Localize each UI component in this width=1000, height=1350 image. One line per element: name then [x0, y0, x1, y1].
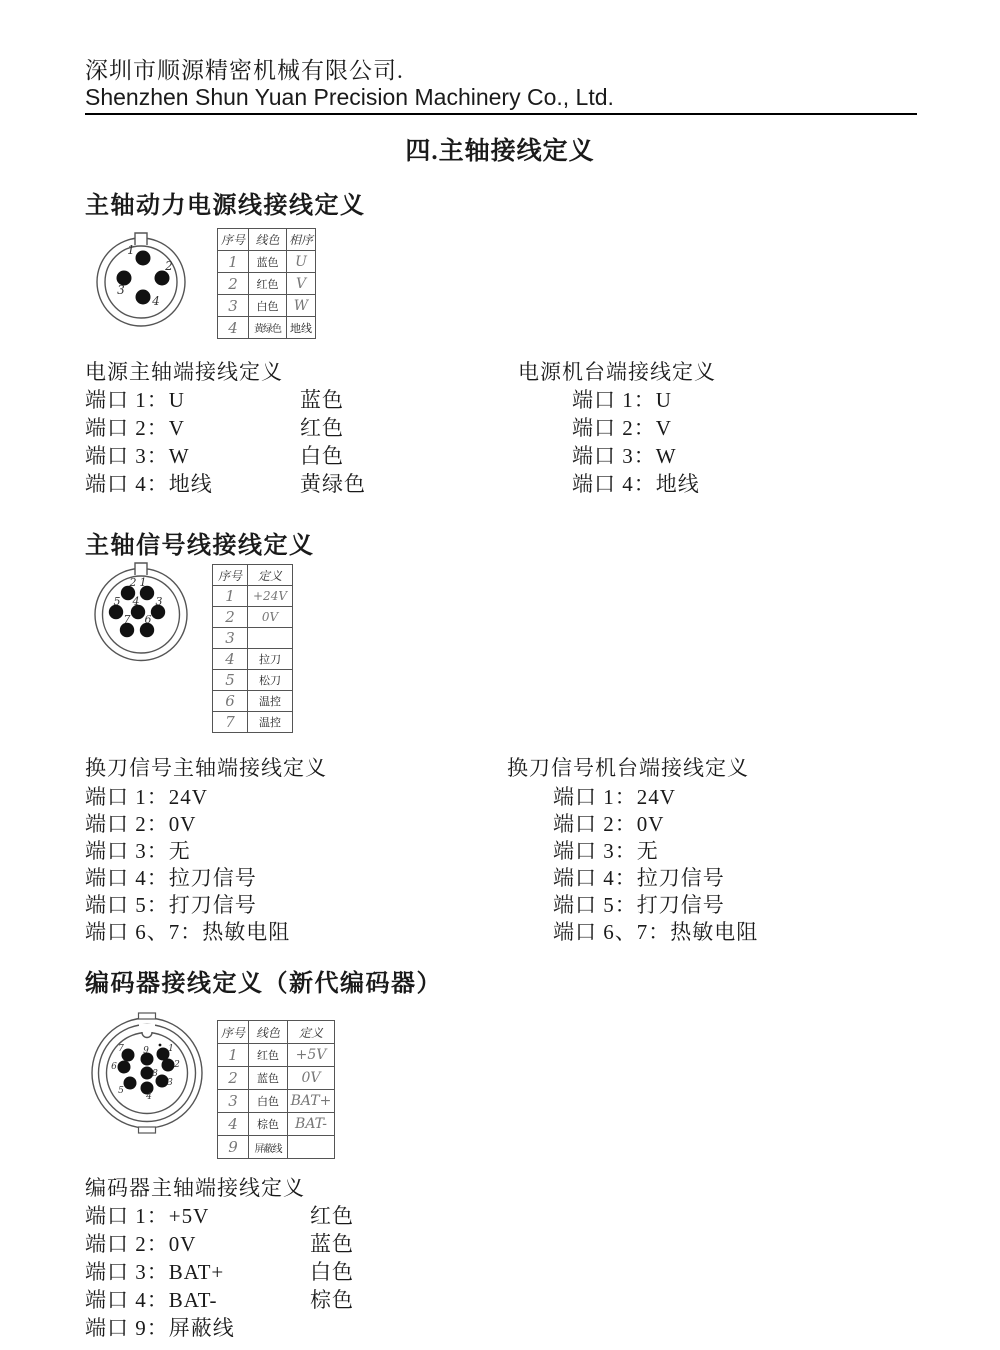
port-line: 端口 5：打刀信号 [553, 893, 725, 917]
encoder-wire-table [217, 1020, 335, 1159]
wire-color: 红色 [300, 416, 344, 440]
port-label: 端口 2：V [85, 416, 185, 440]
table-header-cell: 序号 [213, 565, 248, 586]
pin-label: 1 [168, 1044, 174, 1054]
table-cell: 0V [248, 607, 293, 628]
port-line: 端口 4：拉刀信号 [85, 866, 257, 890]
table-header-cell: 线色 [249, 229, 287, 251]
table-cell: 蓝色 [249, 251, 287, 273]
port-label: 端口 3：W [85, 444, 190, 468]
pin-label: 4 [132, 595, 140, 608]
encoder-section-heading: 编码器接线定义（新代编码器） [85, 971, 442, 997]
pin-label: 1 [127, 243, 135, 257]
pin-label: 2 [174, 1060, 180, 1070]
table-row [218, 1067, 335, 1090]
table-cell: 3 [213, 628, 248, 649]
power-section-heading: 主轴动力电源线接线定义 [85, 193, 366, 219]
power-left-heading: 电源主轴端接线定义 [85, 360, 283, 384]
table-row [218, 251, 316, 273]
signal-connector-diagram [90, 560, 192, 666]
header-rule [85, 113, 917, 115]
pin-label: 5 [113, 595, 121, 608]
port-label: 端口 4：BAT- [85, 1288, 218, 1312]
signal-wire-table [212, 564, 293, 733]
table-cell: 7 [213, 712, 248, 733]
port-line: 端口 1：U [572, 388, 672, 412]
table-row [218, 317, 316, 339]
port-line [85, 1312, 235, 1342]
table-cell: +5V [288, 1044, 335, 1067]
table-cell: V [287, 273, 316, 295]
port-line [85, 384, 344, 414]
port-line: 端口 3：W [572, 444, 677, 468]
port-line: 端口 2：0V [553, 812, 665, 836]
encoder-connector-diagram [85, 1008, 210, 1138]
pin-label: 7 [118, 1044, 124, 1054]
table-cell: 2 [218, 273, 249, 295]
pin-label: 2 [129, 576, 137, 589]
table-cell: 地线 [287, 317, 316, 339]
power-connector-diagram [85, 230, 200, 335]
port-line [85, 440, 344, 470]
table-row [218, 1136, 335, 1159]
pin-label: 3 [167, 1078, 173, 1088]
table-cell: 温控 [248, 712, 293, 733]
table-header-cell: 线色 [249, 1021, 288, 1044]
table-cell: 红色 [249, 1044, 288, 1067]
pin-label: 6 [144, 613, 152, 626]
table-cell: 3 [218, 295, 249, 317]
wire-color: 蓝色 [310, 1232, 354, 1256]
encoder-pin-5 [124, 1077, 137, 1090]
port-line: 端口 6、7：热敏电阻 [553, 920, 759, 944]
table-cell: 红色 [249, 273, 287, 295]
table-header-cell: 相序 [287, 229, 316, 251]
table-cell: 温控 [248, 691, 293, 712]
power-pin-4 [136, 290, 151, 305]
table-cell: 棕色 [249, 1113, 288, 1136]
port-line [85, 1284, 354, 1314]
table-cell: U [287, 251, 316, 273]
wire-color: 蓝色 [300, 388, 344, 412]
wire-color: 白色 [300, 444, 344, 468]
power-wire-table [217, 228, 316, 339]
port-line: 端口 3：无 [85, 839, 191, 863]
table-cell: 1 [213, 586, 248, 607]
table-row [218, 295, 316, 317]
table-cell: 4 [213, 649, 248, 670]
port-label: 端口 3：BAT+ [85, 1260, 225, 1284]
wire-color: 黄绿色 [300, 472, 366, 496]
wire-color: 白色 [310, 1260, 354, 1284]
pin-label: 3 [155, 595, 163, 608]
table-header-cell: 定义 [288, 1021, 335, 1044]
table-cell: BAT- [288, 1113, 335, 1136]
table-row [213, 712, 293, 733]
table-cell: 2 [218, 1067, 249, 1090]
table-cell [248, 628, 293, 649]
table-cell: +24V [248, 586, 293, 607]
port-line: 端口 4：地线 [572, 472, 700, 496]
port-label: 端口 2：0V [85, 1232, 197, 1256]
port-line [85, 468, 366, 498]
table-row [218, 273, 316, 295]
pin-label: 5 [118, 1086, 124, 1096]
table-cell: 拉刀 [248, 649, 293, 670]
port-line: 端口 2：V [572, 416, 672, 440]
table-row [213, 628, 293, 649]
table-cell: 黄绿色 [249, 317, 287, 339]
power-right-heading: 电源机台端接线定义 [518, 360, 716, 384]
table-row [218, 1044, 335, 1067]
table-cell: 3 [218, 1090, 249, 1113]
pin-label: 4 [152, 294, 160, 308]
table-cell: 0V [288, 1067, 335, 1090]
port-label: 端口 1：+5V [85, 1204, 210, 1228]
table-cell: 松刀 [248, 670, 293, 691]
table-header-cell: 序号 [218, 1021, 249, 1044]
port-line: 端口 1：24V [553, 785, 676, 809]
port-label: 端口 1：U [85, 388, 185, 412]
orientation-dot [159, 1044, 162, 1047]
table-cell: W [287, 295, 316, 317]
table-header-cell: 定义 [248, 565, 293, 586]
port-line [85, 1256, 354, 1286]
company-name-cn: 深圳市顺源精密机械有限公司. [85, 58, 404, 83]
table-cell [288, 1136, 335, 1159]
port-line: 端口 5：打刀信号 [85, 893, 257, 917]
port-line: 端口 6、7：热敏电阻 [85, 920, 291, 944]
table-cell: 1 [218, 251, 249, 273]
port-line: 端口 2：0V [85, 812, 197, 836]
company-name-en: Shenzhen Shun Yuan Precision Machinery Co., Ltd. [85, 84, 614, 110]
pin-label: 4 [146, 1092, 152, 1102]
port-line [85, 1200, 354, 1230]
signal-right-heading: 换刀信号机台端接线定义 [507, 756, 749, 780]
pin-label: 6 [111, 1062, 117, 1072]
pin-label: 1 [139, 576, 147, 589]
signal-left-heading: 换刀信号主轴端接线定义 [85, 756, 327, 780]
table-cell: 白色 [249, 295, 287, 317]
table-cell: 5 [213, 670, 248, 691]
table-row [213, 586, 293, 607]
table-cell: 屏蔽线 [249, 1136, 288, 1159]
table-header-cell: 序号 [218, 229, 249, 251]
pin-label: 9 [143, 1046, 149, 1056]
port-label: 端口 4：地线 [85, 472, 213, 496]
table-cell: 4 [218, 317, 249, 339]
table-row [218, 1090, 335, 1113]
pin-label: 8 [152, 1069, 158, 1079]
table-cell: BAT+ [288, 1090, 335, 1113]
table-row [213, 607, 293, 628]
pin-label: 2 [165, 259, 173, 273]
pin-label: 3 [117, 283, 125, 297]
table-row [218, 1113, 335, 1136]
wire-color: 棕色 [310, 1288, 354, 1312]
table-cell: 蓝色 [249, 1067, 288, 1090]
table-cell: 2 [213, 607, 248, 628]
table-cell: 9 [218, 1136, 249, 1159]
port-line [85, 412, 344, 442]
encoder-pin-2 [162, 1059, 175, 1072]
wire-color: 红色 [310, 1204, 354, 1228]
signal-section-heading: 主轴信号线接线定义 [85, 533, 315, 559]
encoder-left-heading: 编码器主轴端接线定义 [85, 1176, 305, 1200]
document-title: 四.主轴接线定义 [405, 138, 595, 165]
table-row [213, 649, 293, 670]
table-cell: 6 [213, 691, 248, 712]
port-line: 端口 3：无 [553, 839, 659, 863]
port-line: 端口 4：拉刀信号 [553, 866, 725, 890]
table-row [213, 670, 293, 691]
port-line [85, 1228, 354, 1258]
table-row [213, 691, 293, 712]
power-pin-1 [136, 251, 151, 266]
port-line: 端口 1：24V [85, 785, 208, 809]
table-cell: 白色 [249, 1090, 288, 1113]
table-cell: 4 [218, 1113, 249, 1136]
pin-label: 7 [123, 613, 131, 626]
encoder-pin-6 [118, 1061, 131, 1074]
port-label: 端口 9：屏蔽线 [85, 1316, 235, 1340]
table-cell: 1 [218, 1044, 249, 1067]
